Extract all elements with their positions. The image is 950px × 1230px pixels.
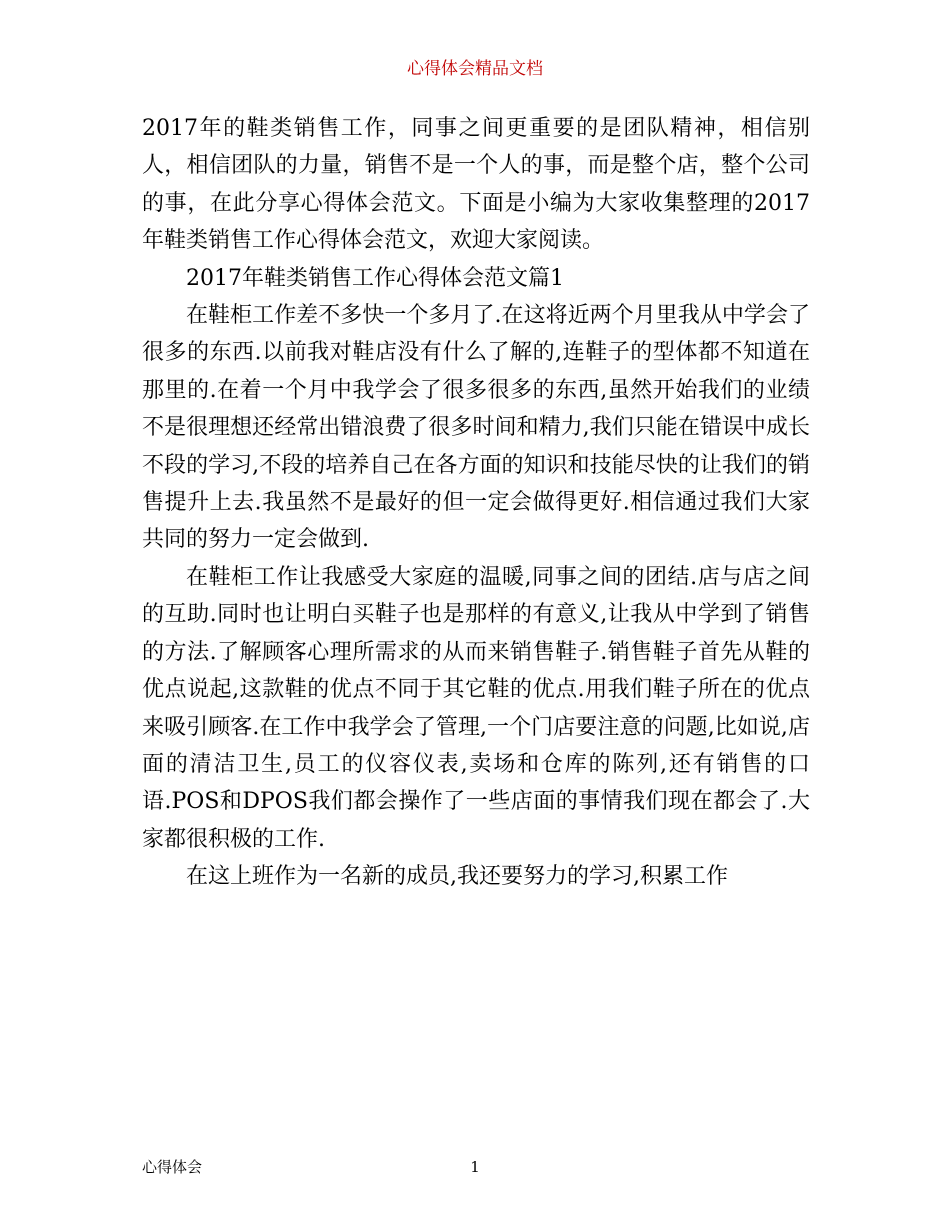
body-paragraph-2: 在鞋柜工作让我感受大家庭的温暖,同事之间的团结.店与店之间的互助.同时也让明白买鞋子也是那样的有意义,让我从中学到了销售的方法.了解顾客心理所需求的从而来销售鞋子.销售鞋子首先从鞋的优点说起,这款鞋的优点不同于其它鞋的优点.用我们鞋子所在的优点来吸引顾客.在工作中我学会了管理,一个门店要注意的问题,比如说,店面的清洁卫生,员工的仪容仪表,卖场和仓库的陈列,还有销售的口语.POS和DPOS我们都会操作了一些店面的事情我们现在都会了.大家都很积极的工作.	[142, 564, 810, 852]
section-heading: 2017年鞋类销售工作心得体会范文篇1	[186, 265, 564, 291]
document-body	[142, 110, 810, 896]
document-header-title: 心得体会精品文档	[407, 59, 543, 79]
body-paragraph-3: 在这上班作为一名新的成员,我还要努力的学习,积累工作	[186, 864, 728, 890]
footer-label: 心得体会	[142, 1158, 203, 1176]
intro-paragraph: 2017年的鞋类销售工作，同事之间更重要的是团队精神，相信别人，相信团队的力量，销售不是一个人的事，而是整个店，整个公司的事，在此分享心得体会范文。下面是小编为大家收集整理的2017年鞋类销售工作心得体会范文，欢迎大家阅读。	[142, 116, 810, 254]
page-number: 1	[470, 1158, 480, 1176]
body-paragraph-1: 在鞋柜工作差不多快一个多月了.在这将近两个月里我从中学会了很多的东西.以前我对鞋店没有什么了解的,连鞋子的型体都不知道在那里的.在着一个月中我学会了很多很多的东西,虽然开始我们的业绩不是很理想还经常出错浪费了很多时间和精力,我们只能在错误中成长不段的学习,不段的培养自己在各方面的知识和技能尽快的让我们的销售提升上去.我虽然不是最好的但一定会做得更好.相信通过我们大家共同的努力一定会做到.	[142, 303, 810, 553]
